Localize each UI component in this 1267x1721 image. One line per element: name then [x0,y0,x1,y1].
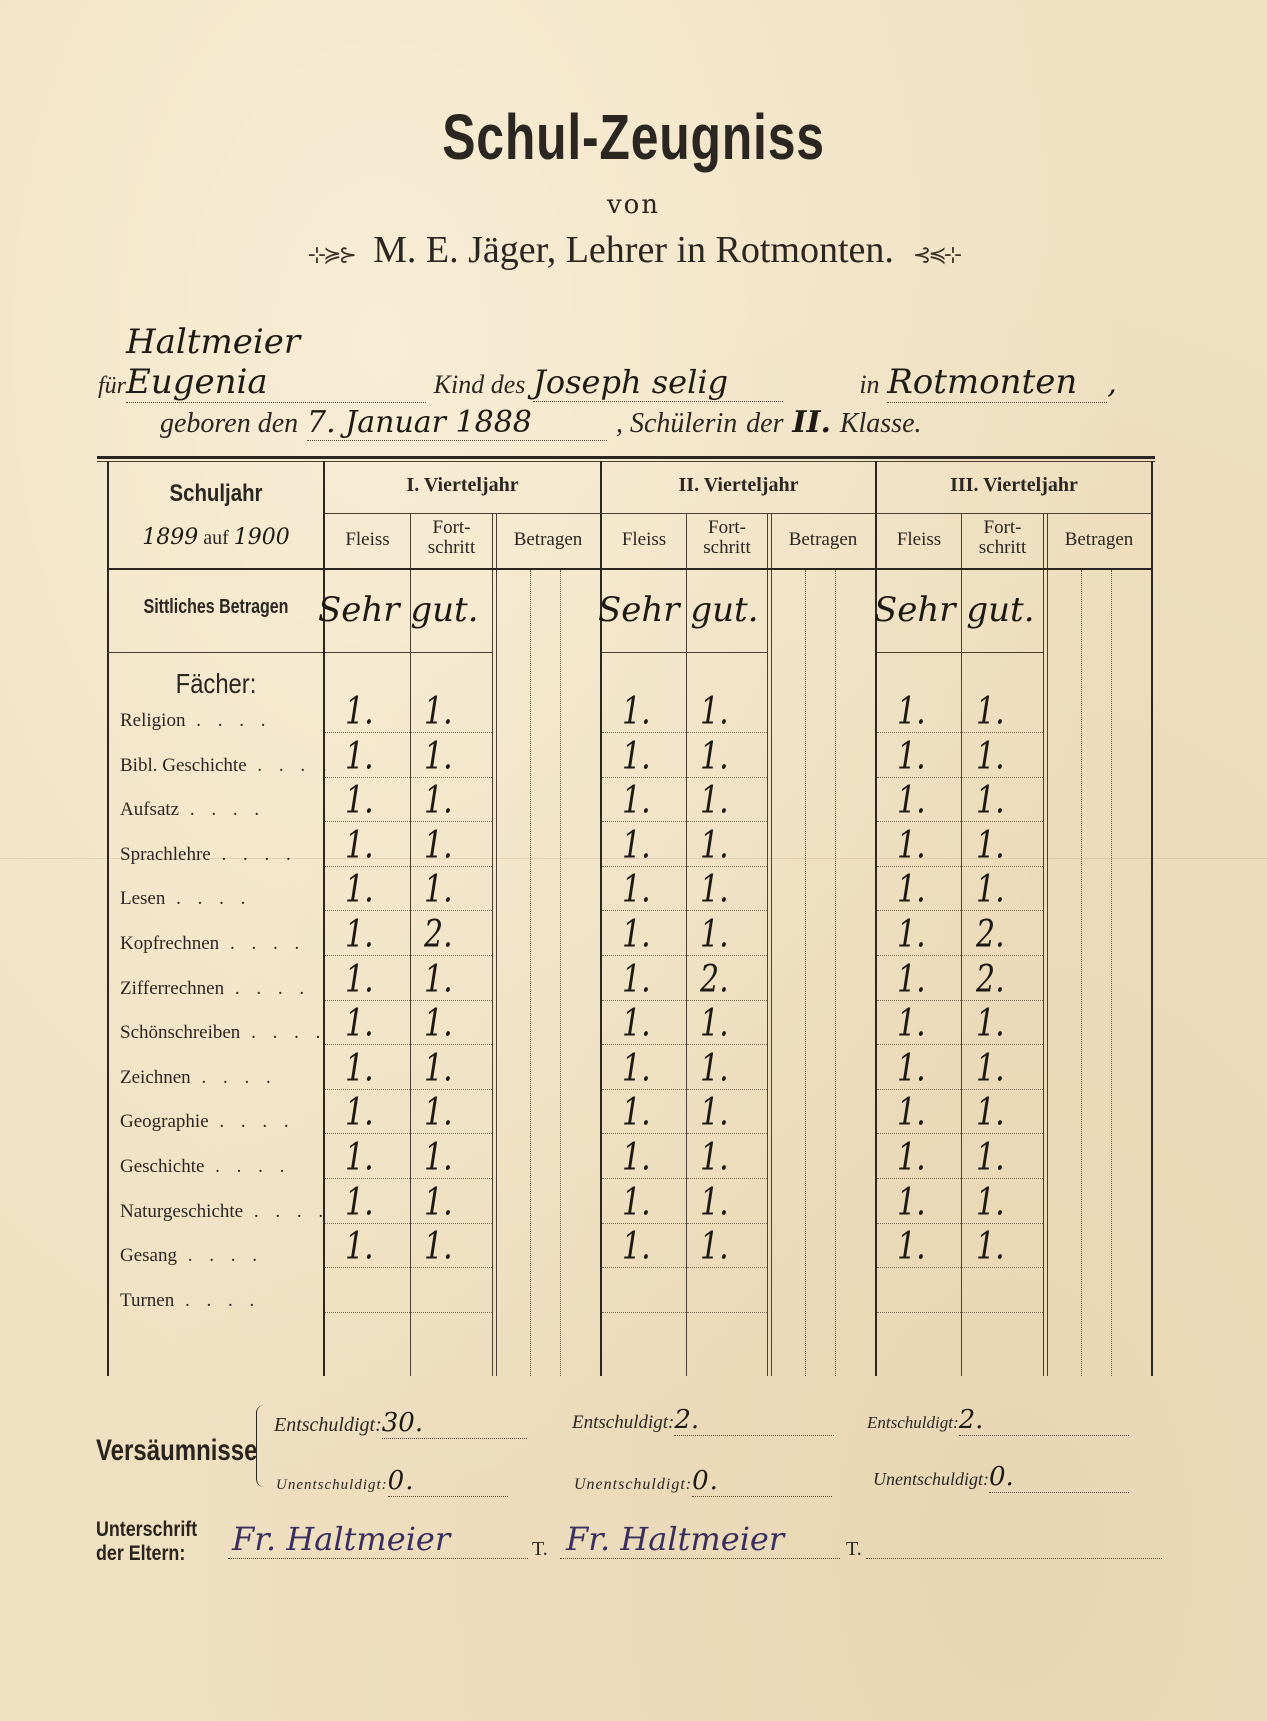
grade-cell: 1. [976,1046,1005,1091]
subject-name: Turnen [120,1290,175,1311]
table-top-rule-thin [97,461,1155,462]
signature-line-2 [560,1558,840,1559]
fortschritt-header: Fort- schritt [703,517,751,558]
subject-leader-dots: . . . . [165,888,252,909]
grade-cell: 1. [976,1180,1005,1225]
quarter-1-header: I. Vierteljahr [406,474,519,496]
grade-cell: 1. [897,823,926,868]
grade-cell: 1. [424,778,453,823]
header-bottom-rule [107,568,1153,570]
grade-cell: 1. [897,912,926,957]
grade-cell: 1. [345,823,374,868]
subject-name: Sprachlehre [120,844,211,865]
subject-leader-dots: . . . . [179,799,266,820]
subcol-dotted [560,570,562,1376]
subcol-divider [767,513,768,1376]
subject-name: Zeichnen [120,1067,191,1088]
grade-cell: 1. [700,823,729,868]
grade-cell: 2. [976,957,1005,1002]
subcol-divider [771,513,772,1376]
unentschuldigt-value-q2: 0. [692,1466,832,1497]
conduct-bottom-rule [602,652,767,653]
subject-leader-dots: . . . . [240,1022,327,1043]
parent-signature-1: Fr. Haltmeier [232,1520,451,1558]
grade-cell: 1. [897,1180,926,1225]
ornament-right-icon: ⊰≼⊹ [912,242,960,267]
entschuldigt-q3 [867,1405,1129,1436]
grade-cell: 1. [622,1046,651,1091]
signature-suffix-2: T. [846,1538,862,1560]
subject-row-label [120,1156,290,1178]
grade-cell: 2. [424,912,453,957]
unentschuldigt-value-q1: 0. [388,1466,508,1497]
subcol-divider [496,513,497,1376]
grade-cell: 1. [700,912,729,957]
grade-cell: 1. [424,867,453,912]
unentschuldigt-q2 [574,1466,832,1497]
grade-cell: 1. [976,1090,1005,1135]
grade-cell: 1. [622,1180,651,1225]
entschuldigt-value-q1: 30. [382,1408,527,1439]
entschuldigt-value-q3: 2. [959,1405,1129,1436]
subject-name: Religion [120,710,186,731]
subject-row-label [120,710,271,732]
grade-cell: 1. [345,1090,374,1135]
grade-cell: 1. [424,1090,453,1135]
subject-name: Geschichte [120,1156,205,1177]
subject-leader-dots: . . . . [224,978,311,999]
fleiss-header: Fleiss [345,529,390,550]
fortschritt-header: Fort- schritt [427,517,476,558]
subcol-divider [410,513,411,1376]
grade-cell: 1. [897,1135,926,1180]
subject-row-label [120,1022,326,1044]
grade-cell: 1. [976,689,1005,734]
schuljahr-to: 1900 [233,525,290,550]
grade-cell: 1. [700,1224,729,1269]
absences-brace [256,1405,267,1487]
grade-cell: 1. [976,778,1005,823]
fleiss-header: Fleiss [896,529,942,550]
subcol-divider [686,513,687,1376]
subcol-dotted [805,570,807,1376]
grade-cell: 1. [345,957,374,1002]
grade-cell-rule [687,1312,767,1313]
subject-row-label [120,888,251,910]
unentschuldigt-value-q3: 0. [989,1462,1129,1493]
conduct-q1: Sehr gut. [318,590,479,630]
grade-cell: 1. [424,734,453,779]
unterschrift-label [96,1518,197,1566]
table-left-border [107,461,109,1376]
grade-cell: 1. [345,1135,374,1180]
betragen-header: Betragen [1064,529,1134,550]
grade-cell: 1. [622,689,651,734]
entschuldigt-q2 [572,1405,834,1436]
grade-cell: 1. [700,1001,729,1046]
subject-row-label [120,1067,277,1089]
grade-cell: 1. [622,957,651,1002]
place-name: Rotmonten [887,362,1107,403]
schuelerin-label: , Schülerin [615,408,738,439]
grade-cell-rule [877,1312,961,1313]
grade-cell: 1. [345,912,374,957]
grade-cell-rule [325,1312,410,1313]
grade-cell: 1. [700,1090,729,1135]
grade-cell: 1. [622,778,651,823]
grade-cell: 1. [345,778,374,823]
grade-cell: 1. [700,1135,729,1180]
subcol-dotted [530,570,532,1376]
subject-leader-dots: . . . . [174,1290,261,1311]
sittliches-label: Sittliches Betragen [143,596,289,618]
birth-line [160,405,922,441]
unentschuldigt-label: Unentschuldigt: [276,1477,388,1493]
subject-leader-dots: . . . . [185,710,272,731]
student-line [98,322,1117,403]
klasse-number: II. [792,405,831,440]
subject-row-label [120,933,305,955]
fleiss-header: Fleiss [621,529,667,550]
grade-cell-rule [411,1312,492,1313]
unentschuldigt-label: Unentschuldigt: [873,1469,989,1489]
grade-cell: 1. [424,1180,453,1225]
subject-row-label [120,1245,263,1267]
parent-signature-2: Fr. Haltmeier [566,1520,785,1558]
grade-cell: 1. [424,1135,453,1180]
geboren-label: geboren den [160,408,299,439]
grade-cell: 1. [700,1180,729,1225]
grade-cell: 1. [424,1046,453,1091]
fuer-label: für [98,373,127,399]
subject-name: Gesang [120,1245,177,1266]
grade-cell: 1. [897,1090,926,1135]
grade-cell: 1. [424,823,453,868]
kind-label: Kind des [433,370,526,399]
subcol-divider [492,513,493,1376]
grade-cell: 1. [897,689,926,734]
subject-name: Lesen [120,888,166,909]
subject-name: Zifferrechnen [120,978,225,999]
versaeumnisse-label: Versäumnisse [96,1434,258,1467]
grade-cell: 1. [622,1224,651,1269]
unterschrift-line1: Unterschrift [96,1518,198,1541]
table-right-border [1151,461,1153,1376]
grade-cell: 1. [700,734,729,779]
subcol-divider [961,513,962,1376]
grade-cell: 1. [976,823,1005,868]
subject-leader-dots: . . . . [190,1067,277,1088]
grade-cell: 1. [897,1001,926,1046]
conduct-q2: Sehr gut. [598,590,759,630]
grade-cell-rule [602,1312,686,1313]
grade-cell: 1. [897,867,926,912]
subcol-dotted [835,570,837,1376]
grade-cell: 1. [622,912,651,957]
grade-cell: 1. [345,1001,374,1046]
grade-cell: 1. [897,778,926,823]
auf-label: auf [203,527,229,549]
grade-cell-rule [962,1312,1043,1313]
entschuldigt-value-q2: 2. [674,1405,834,1436]
grade-cell: 1. [700,778,729,823]
grade-cell: 1. [345,1180,374,1225]
grade-cell: 1. [976,734,1005,779]
entschuldigt-label: Entschuldigt: [572,1412,675,1433]
document-title: Schul-Zeugniss [442,101,825,173]
grade-cell: 1. [424,957,453,1002]
grade-cell: 1. [622,1090,651,1135]
subject-row-label [120,799,265,821]
grade-cell: 1. [976,1001,1005,1046]
signature-suffix-1: T. [532,1538,548,1560]
subject-row-label [120,1290,260,1312]
subject-name: Naturgeschichte [120,1201,244,1222]
quarter-3-header: III. Vierteljahr [950,474,1078,496]
grade-cell: 1. [897,734,926,779]
entschuldigt-q1 [274,1408,527,1439]
table-top-rule [97,456,1155,459]
grade-cell: 1. [622,1001,651,1046]
subcol-dotted [1111,570,1113,1376]
grade-cell: 1. [424,1224,453,1269]
grade-cell: 1. [976,867,1005,912]
unentschuldigt-q1 [276,1466,508,1497]
grade-cell: 1. [622,1135,651,1180]
grade-cell: 1. [345,867,374,912]
schuljahr-from: 1899 [142,525,199,550]
grade-cell: 1. [976,1135,1005,1180]
subject-name: Bibl. Geschichte [120,755,247,776]
subject-leader-dots: . . . . [246,755,333,776]
subject-leader-dots: . . . . [176,1245,263,1266]
grade-cell: 1. [345,1224,374,1269]
grade-cell: 1. [424,689,453,734]
grade-cell: 1. [897,1046,926,1091]
grade-cell: 1. [976,1224,1005,1269]
unterschrift-line2: der Eltern: [96,1542,186,1565]
klasse-label: Klasse. [839,408,922,439]
von-label: von [606,190,661,220]
teacher-name: M. E. Jäger, Lehrer in Rotmonten. [373,229,894,271]
subcol-divider [1043,513,1044,1376]
subject-leader-dots: . . . . [219,933,306,954]
subject-leader-dots: . . . . [204,1156,291,1177]
birth-date: 7. Januar 1888 [307,405,607,441]
grade-cell: 1. [897,957,926,1002]
place-comma: , [1107,366,1117,401]
betragen-header: Betragen [513,529,583,550]
ornament-left-icon: ⊹≽⊱ [307,242,355,267]
betragen-header: Betragen [788,529,858,550]
grade-cell: 1. [622,823,651,868]
subject-name: Aufsatz [120,799,180,820]
subject-row-label [120,844,297,866]
quarter-2-header: II. Vierteljahr [678,474,799,496]
subject-leader-dots: . . . . [210,844,297,865]
grade-cell: 1. [424,1001,453,1046]
signature-line-1 [228,1558,528,1559]
grade-cell: 2. [700,957,729,1002]
grade-cell: 1. [897,1224,926,1269]
signature-line-3 [866,1558,1162,1559]
grade-cell: 1. [345,734,374,779]
entschuldigt-label: Entschuldigt: [867,1413,959,1432]
grade-cell: 1. [700,1046,729,1091]
subject-row-label [120,1201,329,1223]
subject-row-label [120,978,310,1000]
grade-cell: 1. [700,867,729,912]
father-name: Joseph selig [533,363,783,402]
subject-leader-dots: . . . . [243,1201,330,1222]
der-label: der [746,408,784,439]
conduct-bottom-rule [877,652,1043,653]
fortschritt-header: Fort- schritt [978,517,1027,558]
conduct-bottom-rule [107,652,323,653]
in-label: in [859,370,880,399]
subcol-dotted [1081,570,1083,1376]
unentschuldigt-label: Unentschuldigt: [574,1476,693,1493]
conduct-q3: Sehr gut. [874,590,1035,630]
quarter-header-rule [325,513,1151,514]
faecher-label: Fächer: [175,668,257,699]
subject-name: Schönschreiben [120,1022,241,1043]
subcol-divider [1047,513,1048,1376]
grade-cell: 1. [622,867,651,912]
conduct-bottom-rule [325,652,492,653]
grade-cell: 1. [345,689,374,734]
student-name: Haltmeier Eugenia [126,322,426,403]
schuljahr-label: Schuljahr [169,480,263,507]
subject-name: Kopfrechnen [120,933,220,954]
unentschuldigt-q3 [873,1462,1129,1493]
grade-cell: 1. [622,734,651,779]
subject-name: Geographie [120,1111,209,1132]
subject-row-label [120,755,333,777]
teacher-line [0,228,1267,272]
grade-cell: 1. [345,1046,374,1091]
entschuldigt-label: Entschuldigt: [274,1414,382,1436]
subject-row-label [120,1111,295,1133]
grade-cell: 1. [700,689,729,734]
schuljahr-range [109,525,323,550]
subject-leader-dots: . . . . [208,1111,295,1132]
grade-cell: 2. [976,912,1005,957]
